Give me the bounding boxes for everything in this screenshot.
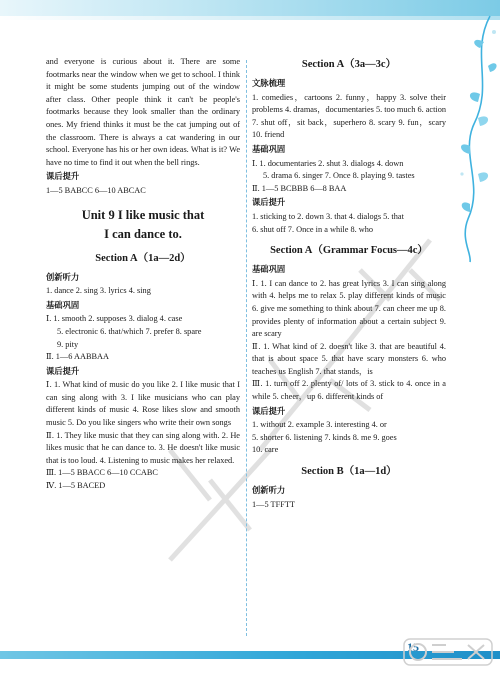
text-summary-answers: 1. comedies，cartoons 2. funny，happy 3. solve their problems 4. dramas，documentaries 5. too much 6. action 7. shut off，sit back，superhero 8. scary 9. fun，scary 10. friend bbox=[252, 92, 447, 140]
improve-i: Ⅰ. 1. What kind of music do you like 2. I like music that I can sing along with 3. I like musicians who can play different kinds of music 4. Rose likes slow and smooth music 5. Do you like singers who write their own songs bbox=[46, 380, 240, 428]
improve-iv: Ⅳ. 1—5 BACED bbox=[46, 481, 106, 491]
unit-title bbox=[46, 206, 240, 244]
site-watermark-logo-icon bbox=[402, 635, 494, 669]
grammar-improve-heading: 课后提升 bbox=[252, 406, 286, 416]
section-title-1a-2d: Section A（1a—2d） bbox=[95, 252, 191, 264]
section-title-b-1a-1d: Section B（1a—1d） bbox=[301, 466, 397, 478]
page-number: 15 bbox=[407, 640, 419, 654]
unit-title-line2: I can dance to. bbox=[104, 226, 182, 241]
basic-3a-i-line1: Ⅰ. 1. documentaries 2. shut 3. dialogs 4. down bbox=[252, 158, 404, 168]
basic-i-line1: Ⅰ. 1. smooth 2. supposes 3. dialog 4. case bbox=[46, 314, 183, 324]
top-decorative-band bbox=[0, 0, 500, 16]
basic-3a-ii: Ⅱ. 1—5 BCBBB 6—8 BAA bbox=[252, 183, 347, 193]
grammar-improve-line1: 1. without 2. example 3. interesting 4. or bbox=[252, 420, 387, 430]
section-title-3a-3c: Section A（3a—3c） bbox=[301, 59, 397, 70]
intro-paragraph: and everyone is curious about it. There are some footmarks near the window when we get to school. I think it might be some students jumping out of the window after class. Other people think it can't be people's footmarks because they look smaller than the ordinary ones. My friend thinks it must be the cat jumping out of the classroom. There is always a cat wandering in our school. Everyone has his or her own ideas. What is it? We have no time to find it out when the bell rings. bbox=[46, 57, 240, 167]
listening-heading: 创新听力 bbox=[46, 272, 80, 282]
grammar-basic-i: Ⅰ. 1. I can dance to 2. has great lyrics 3. I can sing along with 4. helps me to relax 5. play different kinds of music 6. give me something to think about 7. can cheer me up 8. provides plenty of information about a certain subject 9. are scary bbox=[252, 278, 446, 339]
improve-heading-3a: 课后提升 bbox=[252, 198, 286, 208]
listening-answers: 1. dance 2. sing 3. lyrics 4. sing bbox=[46, 286, 151, 296]
grammar-improve-line2: 5. shorter 6. listening 7. kinds 8. me 9. goes bbox=[252, 432, 397, 442]
text-summary-heading: 文脉梳理 bbox=[252, 79, 286, 88]
basic-heading-3a: 基础巩固 bbox=[252, 144, 286, 154]
right-column bbox=[252, 56, 446, 511]
grammar-basic-ii: Ⅱ. 1. What kind of 2. doesn't like 3. that are beautiful 4. that is about space 5. that have scary monsters 6. who teaches us English 7. that stands，is bbox=[252, 341, 446, 376]
left-column bbox=[46, 56, 240, 493]
grammar-basic-heading: 基础巩固 bbox=[252, 265, 286, 275]
grammar-improve-line3: 10. care bbox=[252, 445, 279, 455]
b-listening-answers: 1—5 TFFTT bbox=[252, 499, 295, 509]
basic-heading: 基础巩固 bbox=[46, 300, 80, 310]
basic-3a-i-line2: 5. drama 6. singer 7. Once 8. playing 9. tastes bbox=[263, 171, 415, 181]
unit-title-line1: Unit 9 I like music that bbox=[81, 207, 205, 222]
basic-ii: Ⅱ. 1—6 AABBAA bbox=[46, 352, 110, 362]
basic-i-line3: 9. pity bbox=[57, 339, 79, 349]
column-divider bbox=[246, 60, 247, 636]
after-class-answers: 1—5 BABCC 6—10 ABCAC bbox=[46, 185, 146, 195]
improve-heading: 课后提升 bbox=[46, 366, 80, 376]
improve-iii: Ⅲ. 1—5 BBACC 6—10 CCABC bbox=[46, 468, 158, 478]
grammar-basic-iii: Ⅲ. 1. turn off 2. plenty of/ lots of 3. stick to 4. once in a while 5. cheer，up 6. different kinds of bbox=[252, 379, 446, 402]
basic-i-line2: 5. electronic 6. that/which 7. prefer 8. spare bbox=[57, 326, 202, 336]
improve-ii: Ⅱ. 1. They like music that they can sing along with. 2. He likes music that he can dance to. 3. He doesn't like music that is too loud. 4. Listening to music makes her relaxed. bbox=[46, 430, 240, 465]
b-listening-heading: 创新听力 bbox=[252, 486, 286, 496]
improve-3a-line2: 6. shut off 7. Once in a while 8. who bbox=[252, 224, 374, 234]
section-title-grammar: Section A（Grammar Focus—4c） bbox=[270, 245, 428, 257]
improve-3a-line1: 1. sticking to 2. down 3. that 4. dialogs 5. that bbox=[252, 211, 404, 221]
after-class-heading: 课后提升 bbox=[46, 172, 80, 182]
vine-decoration-icon bbox=[450, 14, 500, 264]
